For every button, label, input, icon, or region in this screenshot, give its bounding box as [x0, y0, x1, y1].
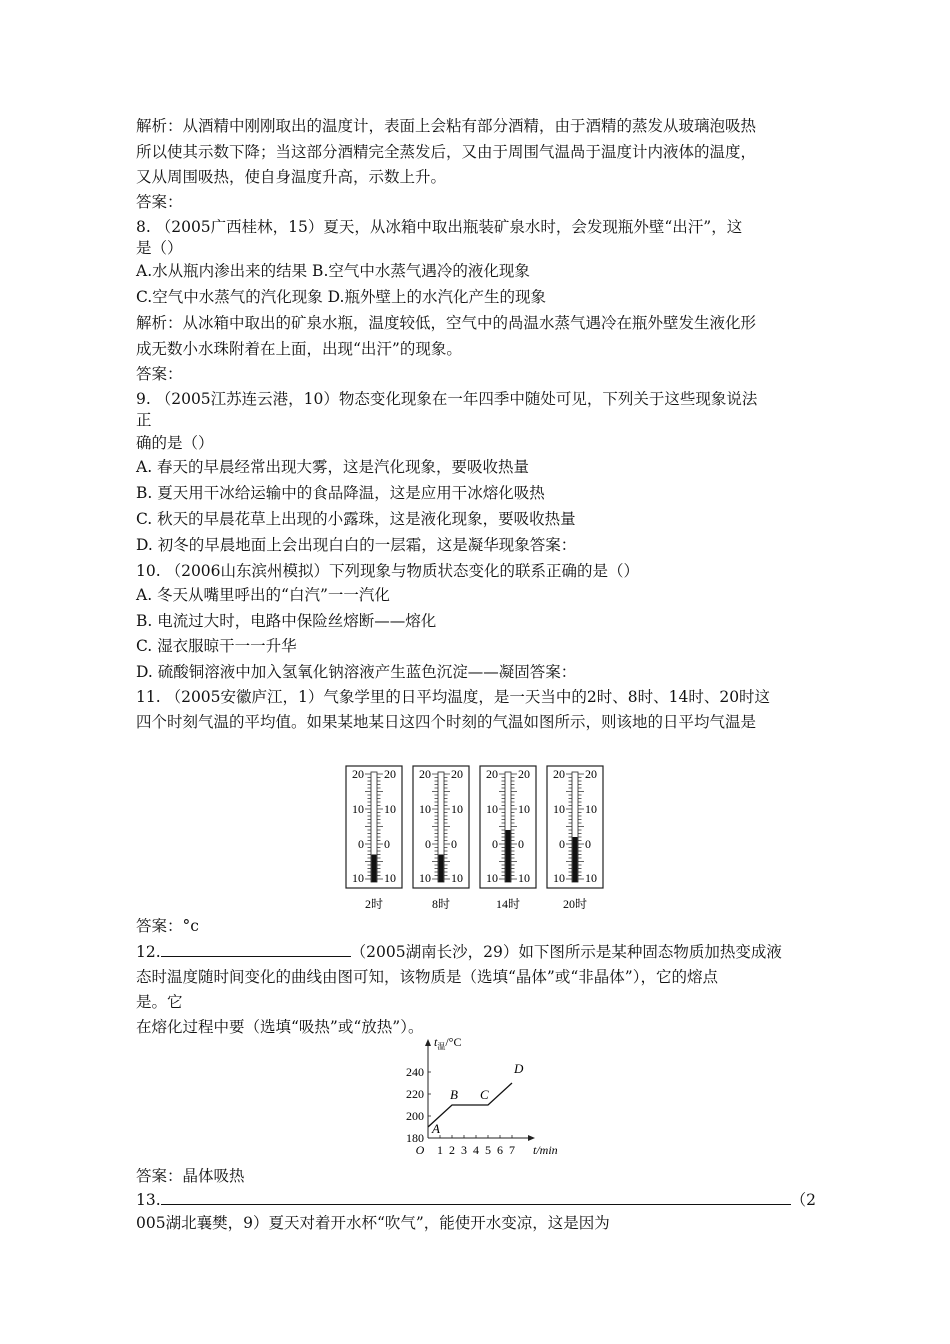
time-label: 20时: [562, 897, 588, 911]
point-label: A: [432, 1121, 440, 1136]
scale-label-right: 10: [384, 802, 396, 816]
scale-label-right: 20: [451, 767, 463, 781]
text-line: D. 初冬的早晨地面上会出现白白的一层霜，这是凝华现象答案：: [136, 536, 577, 554]
text-line: 所以使其示数下降；当这部分酒精完全蒸发后，又由于周围气温咼于温度计内液体的温度，: [136, 143, 757, 161]
point-label: B: [450, 1087, 458, 1102]
origin-label: O: [415, 1143, 425, 1157]
text-line: C.空气中水蒸气的汽化现象 D.瓶外壁上的水汽化产生的现象: [136, 288, 546, 306]
scale-label-left: 10: [486, 871, 498, 885]
time-label: 8时: [431, 897, 451, 911]
text-line: B. 电流过大时，电路中保险丝熔断——熔化: [136, 612, 437, 630]
text-line: 10. （2006山东滨州模拟）下列现象与物质状态变化的联系正确的是（）: [136, 562, 640, 580]
text-line: 确的是（）: [136, 434, 214, 452]
liquid-column: [573, 837, 578, 882]
text-line: 成无数小水珠附着在上面，出现“出汗”的现象。: [136, 340, 462, 358]
question-12-line-3: 是。它: [136, 993, 183, 1011]
answer-11: 答案：°c: [136, 917, 199, 935]
y-tick-label: 200: [406, 1109, 424, 1123]
scale-label-left: 20: [419, 767, 431, 781]
question-12-text: （2005湖南长沙，29）如下图所示是某种固态物质加热变成液: [350, 943, 782, 961]
text-line: A.水从瓶内渗出来的结果 B.空气中水蒸气遇冷的液化现象: [136, 262, 530, 280]
text-line: 解析：从酒精中刚刚取出的温度计，表面上会粘有部分酒精，由于酒精的蒸发从玻璃泡吸热: [136, 117, 757, 135]
scale-label-left: 10: [553, 802, 565, 816]
scale-label-right: 10: [518, 802, 530, 816]
text-line: 9. （2005江苏连云港，10）物态变化现象在一年四季中随处可见，下列关于这些现象说法: [136, 390, 758, 408]
y-tick-label: 220: [406, 1087, 424, 1101]
question-13-text: （2: [790, 1191, 817, 1209]
thermometer-figure-svg: [340, 762, 612, 914]
melting-graph: [390, 1034, 560, 1160]
question-12-line-4: 在熔化过程中要（选填“吸热”或“放热”）。: [136, 1018, 424, 1036]
time-label: 14时: [495, 897, 521, 911]
liquid-column: [439, 855, 444, 883]
x-axis-label: t/min: [533, 1143, 558, 1157]
scale-label-right: 20: [384, 767, 396, 781]
scale-label-right: 10: [585, 802, 597, 816]
scale-label-right: 0: [518, 837, 524, 851]
scale-label-right: 10: [451, 802, 463, 816]
scale-label-left: 10: [553, 871, 565, 885]
x-tick-label: 7: [509, 1143, 515, 1157]
question-12-line-1: [136, 942, 782, 962]
melting-graph-svg: [390, 1034, 560, 1160]
text-line: 是（）: [136, 239, 183, 257]
scale-label-right: 10: [518, 871, 530, 885]
point-label: C: [480, 1087, 489, 1102]
thermometer: [547, 766, 603, 911]
text-line: 8. （2005广西桂林，15）夏天，从冰箱中取出瓶装矿泉水时，会发现瓶外壁“出汗”，这: [136, 218, 743, 236]
time-label: 2时: [364, 897, 384, 911]
text-line: 答案：: [136, 193, 183, 211]
question-13-line-2: 005湖北襄樊，9）夏天对着开水杯“吹气”，能使开水变凉，这是因为: [136, 1214, 610, 1232]
scale-label-left: 0: [559, 837, 565, 851]
answer-blank[interactable]: [161, 942, 351, 957]
x-tick-label: 3: [461, 1143, 467, 1157]
scale-label-right: 20: [518, 767, 530, 781]
scale-label-right: 20: [585, 767, 597, 781]
question-13-number: 13.: [136, 1191, 161, 1209]
text-line: 又从周围吸热，使自身温度升高，示数上升。: [136, 168, 447, 186]
question-13-line-1: [136, 1190, 816, 1210]
text-line: B. 夏天用干冰给运输中的食品降温，这是应用干冰熔化吸热: [136, 484, 545, 502]
thermometer: [413, 766, 469, 911]
x-axis-arrow: [528, 1135, 535, 1141]
y-axis-label: $t_温/^\circ C$: [434, 1035, 462, 1051]
x-tick-label: 2: [449, 1143, 455, 1157]
text-line: 正: [136, 411, 152, 429]
scale-label-right: 0: [384, 837, 390, 851]
answer-12: 答案：晶体吸热: [136, 1167, 245, 1185]
liquid-column: [372, 855, 377, 883]
scale-label-right: 0: [451, 837, 457, 851]
scale-label-left: 10: [419, 802, 431, 816]
scale-label-left: 10: [486, 802, 498, 816]
answer-blank[interactable]: [161, 1190, 791, 1205]
text-line: 答案：: [136, 365, 183, 383]
scale-label-right: 0: [585, 837, 591, 851]
x-tick-label: 1: [437, 1143, 443, 1157]
text-line: A. 冬天从嘴里呼出的“白汽”一一汽化: [136, 586, 390, 604]
y-tick-label: 240: [406, 1065, 424, 1079]
scale-label-left: 10: [352, 802, 364, 816]
scale-label-left: 10: [352, 871, 364, 885]
y-axis-arrow: [425, 1039, 431, 1046]
y-tick-label: 180: [406, 1131, 424, 1145]
scale-label-left: 0: [425, 837, 431, 851]
scale-label-left: 10: [419, 871, 431, 885]
scale-label-left: 0: [358, 837, 364, 851]
question-12-number: 12.: [136, 943, 161, 961]
scale-label-left: 20: [486, 767, 498, 781]
text-line: 四个时刻气温的平均值。如果某地某日这四个时刻的气温如图所示，则该地的日平均气温是: [136, 713, 757, 731]
scale-label-left: 0: [492, 837, 498, 851]
scale-label-left: 20: [352, 767, 364, 781]
liquid-column: [506, 830, 511, 882]
scale-label-right: 10: [451, 871, 463, 885]
x-tick-label: 6: [497, 1143, 503, 1157]
scale-label-left: 20: [553, 767, 565, 781]
question-12-line-2: 态时温度随时间变化的曲线由图可知，该物质是（选填“晶体”或“非晶体”），它的熔点: [136, 968, 718, 986]
text-line: C. 湿衣服晾干一一升华: [136, 637, 297, 655]
text-line: D. 硫酸铜溶液中加入氢氧化钠溶液产生蓝色沉淀——凝固答案：: [136, 663, 577, 681]
text-line: 解析：从冰箱中取出的矿泉水瓶，温度较低，空气中的咼温水蒸气遇冷在瓶外壁发生液化形: [136, 314, 757, 332]
scale-label-right: 10: [585, 871, 597, 885]
melting-curve: [428, 1083, 512, 1127]
text-line: 11. （2005安徽庐江，1）气象学里的日平均温度，是一天当中的2时、8时、14时、20时这: [136, 688, 771, 706]
thermometer: [346, 766, 402, 911]
text-line: A. 春天的早晨经常出现大雾，这是汽化现象，要吸收热量: [136, 458, 530, 476]
thermometer: [480, 766, 536, 911]
x-tick-label: 4: [473, 1143, 479, 1157]
x-tick-label: 5: [485, 1143, 491, 1157]
text-line: C. 秋天的早晨花草上出现的小露珠，这是液化现象，要吸收热量: [136, 510, 576, 528]
point-label: D: [514, 1061, 524, 1076]
scale-label-right: 10: [384, 871, 396, 885]
thermometer-figure: [340, 762, 612, 914]
